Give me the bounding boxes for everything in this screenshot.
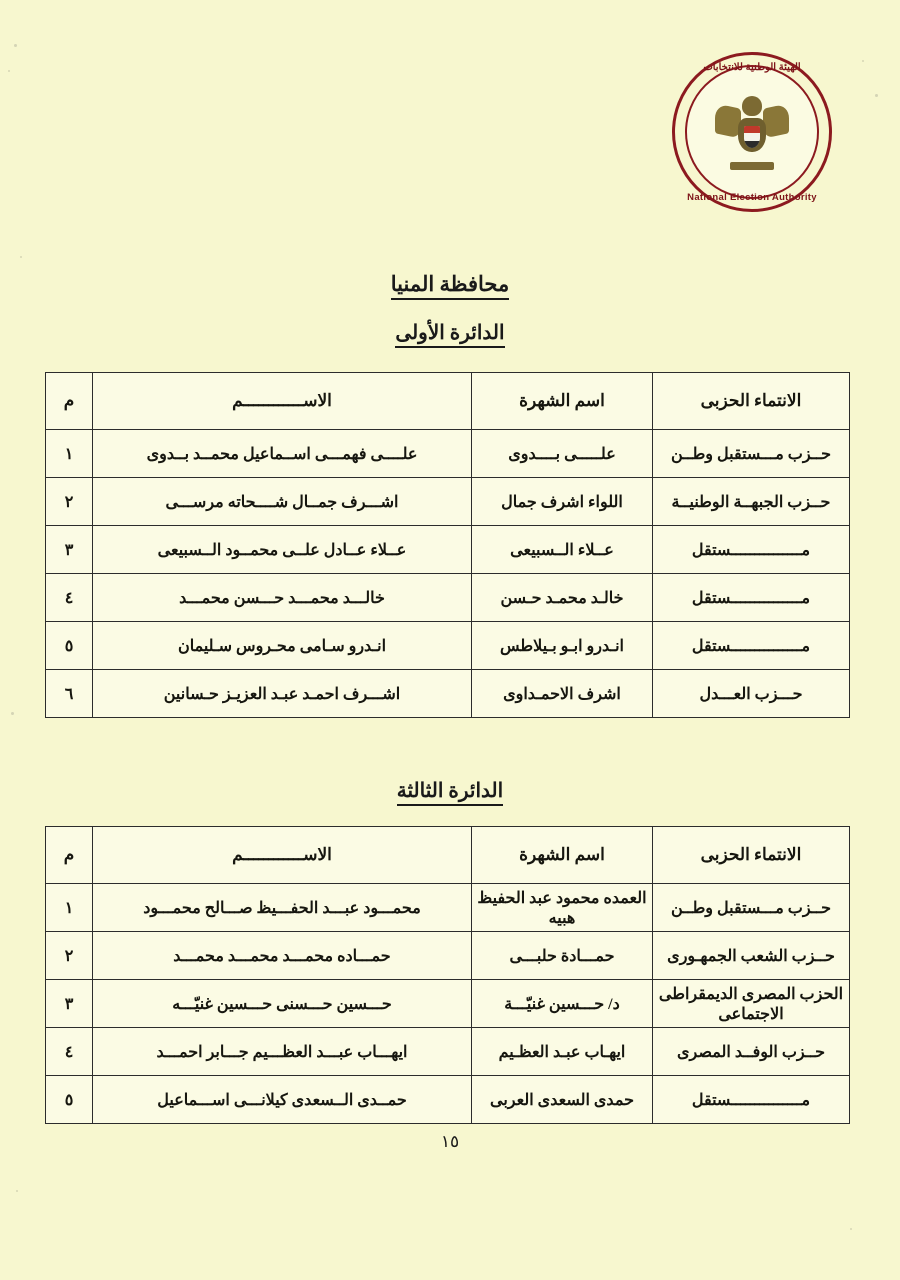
candidates-table-third-district	[45, 826, 850, 1124]
page-number: ١٥	[440, 1132, 460, 1151]
cell-fame-name: ايهـاب عبـد العظـيم	[472, 1028, 653, 1076]
governorate-title-text: محافظة المنيا	[391, 272, 509, 300]
cell-fame-name: العمده محمود عبد الحفيظ هبيه	[472, 884, 653, 932]
scan-speck	[20, 256, 22, 258]
column-header-number: م	[46, 373, 93, 430]
table-header-row	[46, 827, 850, 884]
eagle-wing-right	[763, 103, 789, 139]
cell-number: ١	[46, 430, 93, 478]
cell-party: حــزب الشعب الجمهـورى	[653, 932, 850, 980]
cell-name: حمــدى الــسعدى كيلانـــى اســـماعيل	[93, 1076, 472, 1124]
scan-speck	[14, 44, 17, 47]
logo-arabic-text: الهيئة الوطنية للانتخابات	[703, 62, 801, 73]
cell-number: ٥	[46, 622, 93, 670]
governorate-title	[0, 272, 900, 297]
cell-fame-name: حمدى السعدى العربى	[472, 1076, 653, 1124]
cell-name: اشـــرف احمـد عبـد العزيـز حـسانين	[93, 670, 472, 718]
table-row	[46, 1076, 850, 1124]
candidates-table-first-district	[45, 372, 850, 718]
cell-party: مـــــــــــــــستقل	[653, 1076, 850, 1124]
column-header-name: الاســــــــــــم	[93, 373, 472, 430]
column-header-name: الاســــــــــــم	[93, 827, 472, 884]
cell-number: ٣	[46, 980, 93, 1028]
column-header-party: الانتماء الحزبى	[653, 373, 850, 430]
cell-number: ٢	[46, 932, 93, 980]
table-row	[46, 526, 850, 574]
scan-speck	[875, 94, 878, 97]
cell-fame-name: اشرف الاحمـداوى	[472, 670, 653, 718]
cell-name: حمـــاده محمـــد محمـــد محمـــد	[93, 932, 472, 980]
cell-fame-name: عــلاء الــسبيعى	[472, 526, 653, 574]
table-row	[46, 932, 850, 980]
eagle-base	[730, 162, 774, 170]
cell-party: حــزب الجبهــة الوطنيــة	[653, 478, 850, 526]
scan-speck	[850, 1228, 852, 1230]
district-title-first-text: الدائرة الأولى	[395, 322, 504, 348]
cell-number: ٥	[46, 1076, 93, 1124]
cell-party: حــزب مـــستقبل وطــن	[653, 884, 850, 932]
column-header-fame-name: اسم الشهرة	[472, 373, 653, 430]
eagle-shield	[744, 126, 760, 148]
cell-name: علــــى فهمـــى اســماعيل محمــد بــدوى	[93, 430, 472, 478]
cell-fame-name: حمـــادة حلبـــى	[472, 932, 653, 980]
table-row	[46, 884, 850, 932]
table-row	[46, 622, 850, 670]
cell-fame-name: علـــــى بــــدوى	[472, 430, 653, 478]
cell-name: اشـــرف جمــال شــــحاته مرســـى	[93, 478, 472, 526]
cell-party: مـــــــــــــــستقل	[653, 526, 850, 574]
cell-party: حــزب مـــستقبل وطــن	[653, 430, 850, 478]
cell-number: ٤	[46, 574, 93, 622]
table-header-row	[46, 373, 850, 430]
scan-speck	[16, 1190, 18, 1192]
cell-name: خالـــد محمـــد حـــسن محمـــد	[93, 574, 472, 622]
nea-logo	[672, 52, 832, 212]
cell-number: ١	[46, 884, 93, 932]
table-row	[46, 1028, 850, 1076]
cell-name: حـــسين حـــسنى حـــسين غنيّـــه	[93, 980, 472, 1028]
eagle-of-saladin-icon	[716, 96, 788, 170]
cell-fame-name: اللواء اشرف جمال	[472, 478, 653, 526]
table-row	[46, 478, 850, 526]
table-row	[46, 670, 850, 718]
cell-party: مـــــــــــــــستقل	[653, 622, 850, 670]
cell-fame-name: خالـد محمـد حـسن	[472, 574, 653, 622]
cell-party: الحزب المصرى الديمقراطى الاجتماعى	[653, 980, 850, 1028]
cell-name: عــلاء عــادل علــى محمــود الــسبيعى	[93, 526, 472, 574]
cell-number: ٤	[46, 1028, 93, 1076]
cell-fame-name: د/ حـــسين غنيّـــة	[472, 980, 653, 1028]
table-row	[46, 574, 850, 622]
cell-number: ٣	[46, 526, 93, 574]
column-header-number: م	[46, 827, 93, 884]
cell-party: حـــزب العـــدل	[653, 670, 850, 718]
cell-name: محمـــود عبـــد الحفـــيظ صـــالح محمـــود	[93, 884, 472, 932]
scan-speck	[11, 712, 14, 715]
scan-speck	[862, 60, 864, 62]
district-title-first	[0, 320, 900, 345]
district-title-third	[0, 778, 900, 803]
column-header-fame-name: اسم الشهرة	[472, 827, 653, 884]
table-row	[46, 980, 850, 1028]
cell-fame-name: انـدرو ابـو بـيلاطس	[472, 622, 653, 670]
cell-party: مـــــــــــــــستقل	[653, 574, 850, 622]
district-title-third-text: الدائرة الثالثة	[397, 780, 503, 806]
cell-name: ايهـــاب عبـــد العظـــيم جـــابر احمـــد	[93, 1028, 472, 1076]
eagle-head	[742, 96, 762, 116]
cell-number: ٦	[46, 670, 93, 718]
table-row	[46, 430, 850, 478]
cell-party: حــزب الوفــد المصرى	[653, 1028, 850, 1076]
cell-name: انـدرو سـامى محـروس سـليمان	[93, 622, 472, 670]
scan-speck	[8, 70, 10, 72]
logo-english-text: National Election Authority	[687, 192, 817, 203]
cell-number: ٢	[46, 478, 93, 526]
column-header-party: الانتماء الحزبى	[653, 827, 850, 884]
